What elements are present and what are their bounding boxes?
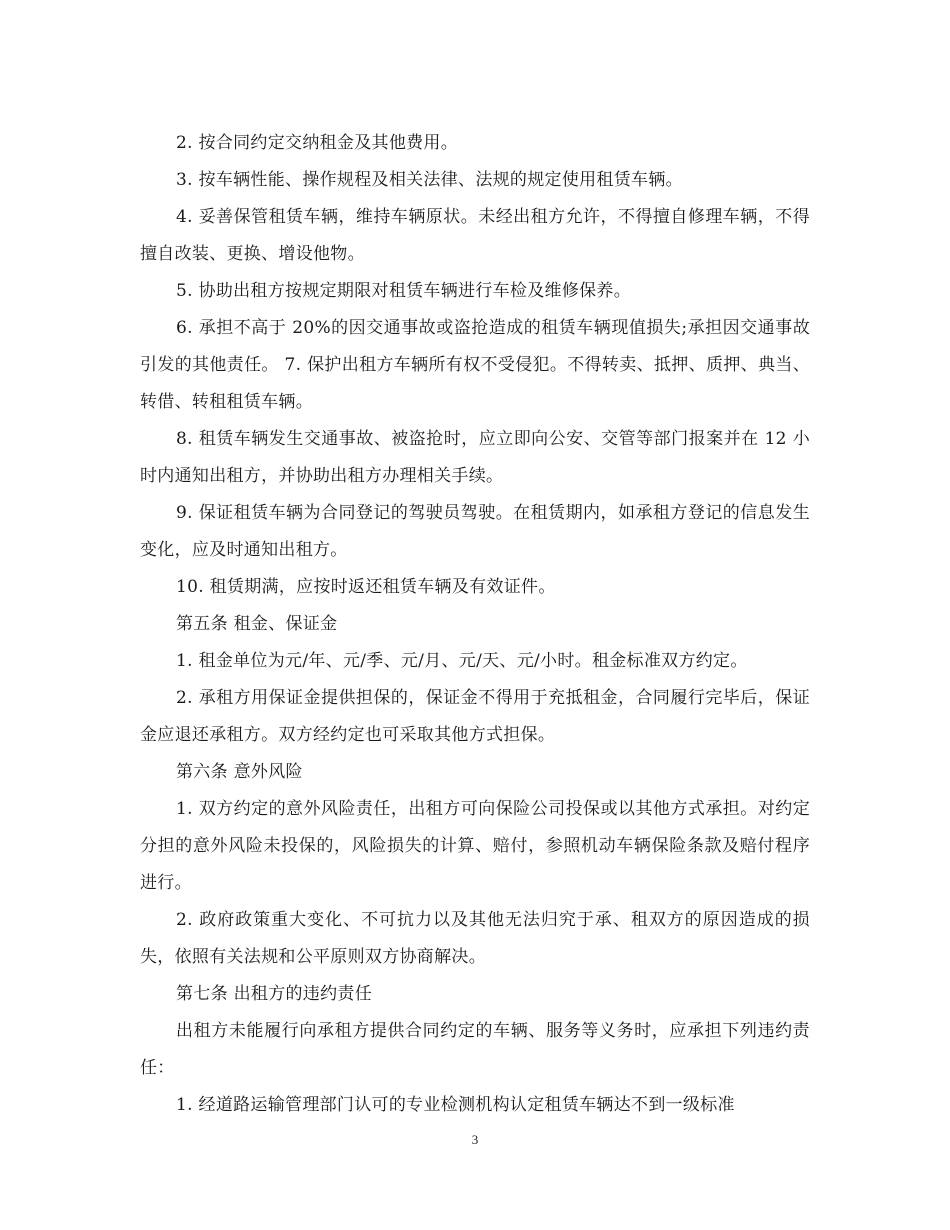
- paragraph-accident-risk: 1. 双方约定的意外风险责任，出租方可向保险公司投保或以其他方式承担。对约定分担的意外风险未投保的，风险损失的计算、赔付，参照机动车辆保险条款及赔付程序进行。: [140, 799, 810, 893]
- paragraph-rent-unit: 1. 租金单位为元/年、元/季、元/月、元/天、元/小时。租金标准双方约定。: [176, 651, 748, 671]
- paragraph-clause-10: 10. 租赁期满，应按时返还租赁车辆及有效证件。: [176, 577, 556, 597]
- document-body: [140, 125, 810, 1124]
- paragraph-lessor-breach-1: 1. 经道路运输管理部门认可的专业检测机构认定租赁车辆达不到一级标准: [176, 1095, 735, 1115]
- paragraph-clause-6-7: 6. 承担不高于 20%的因交通事故或盗抢造成的租赁车辆现值损失;承担因交通事故引发的其他责任。 7. 保护出租方车辆所有权不受侵犯。不得转卖、抵押、质押、典当、转借、转租租赁车辆。: [140, 318, 810, 412]
- paragraph-lessor-breach-intro: 出租方未能履行向承租方提供合同约定的车辆、服务等义务时，应承担下列违约责任：: [140, 1021, 810, 1078]
- paragraph-clause-4: 4. 妥善保管租赁车辆，维持车辆原状。未经出租方允许，不得擅自修理车辆，不得擅自改装、更换、增设他物。: [140, 207, 810, 264]
- paragraph-clause-9: 9. 保证租赁车辆为合同登记的驾驶员驾驶。在租赁期内，如承租方登记的信息发生变化，应及时通知出租方。: [140, 503, 810, 560]
- page-number: 3: [471, 1132, 479, 1147]
- paragraph-clause-8: 8. 租赁车辆发生交通事故、被盗抢时，应立即向公安、交管等部门报案并在 12 小时内通知出租方，并协助出租方办理相关手续。: [140, 429, 810, 486]
- paragraph-force-majeure: 2. 政府政策重大变化、不可抗力以及其他无法归究于承、租双方的原因造成的损失，依照有关法规和公平原则双方协商解决。: [140, 910, 810, 967]
- paragraph-clause-2: 2. 按合同约定交纳租金及其他费用。: [176, 133, 459, 153]
- paragraph-deposit: 2. 承租方用保证金提供担保的，保证金不得用于充抵租金，合同履行完毕后，保证金应退还承租方。双方经约定也可采取其他方式担保。: [140, 688, 810, 745]
- paragraph-clause-5: 5. 协助出租方按规定期限对租赁车辆进行车检及维修保养。: [176, 281, 632, 301]
- section-heading-article-5: 第五条 租金、保证金: [176, 614, 338, 634]
- paragraph-clause-3: 3. 按车辆性能、操作规程及相关法律、法规的规定使用租赁车辆。: [176, 170, 683, 190]
- section-heading-article-7: 第七条 出租方的违约责任: [176, 984, 373, 1004]
- section-heading-article-6: 第六条 意外风险: [176, 762, 303, 782]
